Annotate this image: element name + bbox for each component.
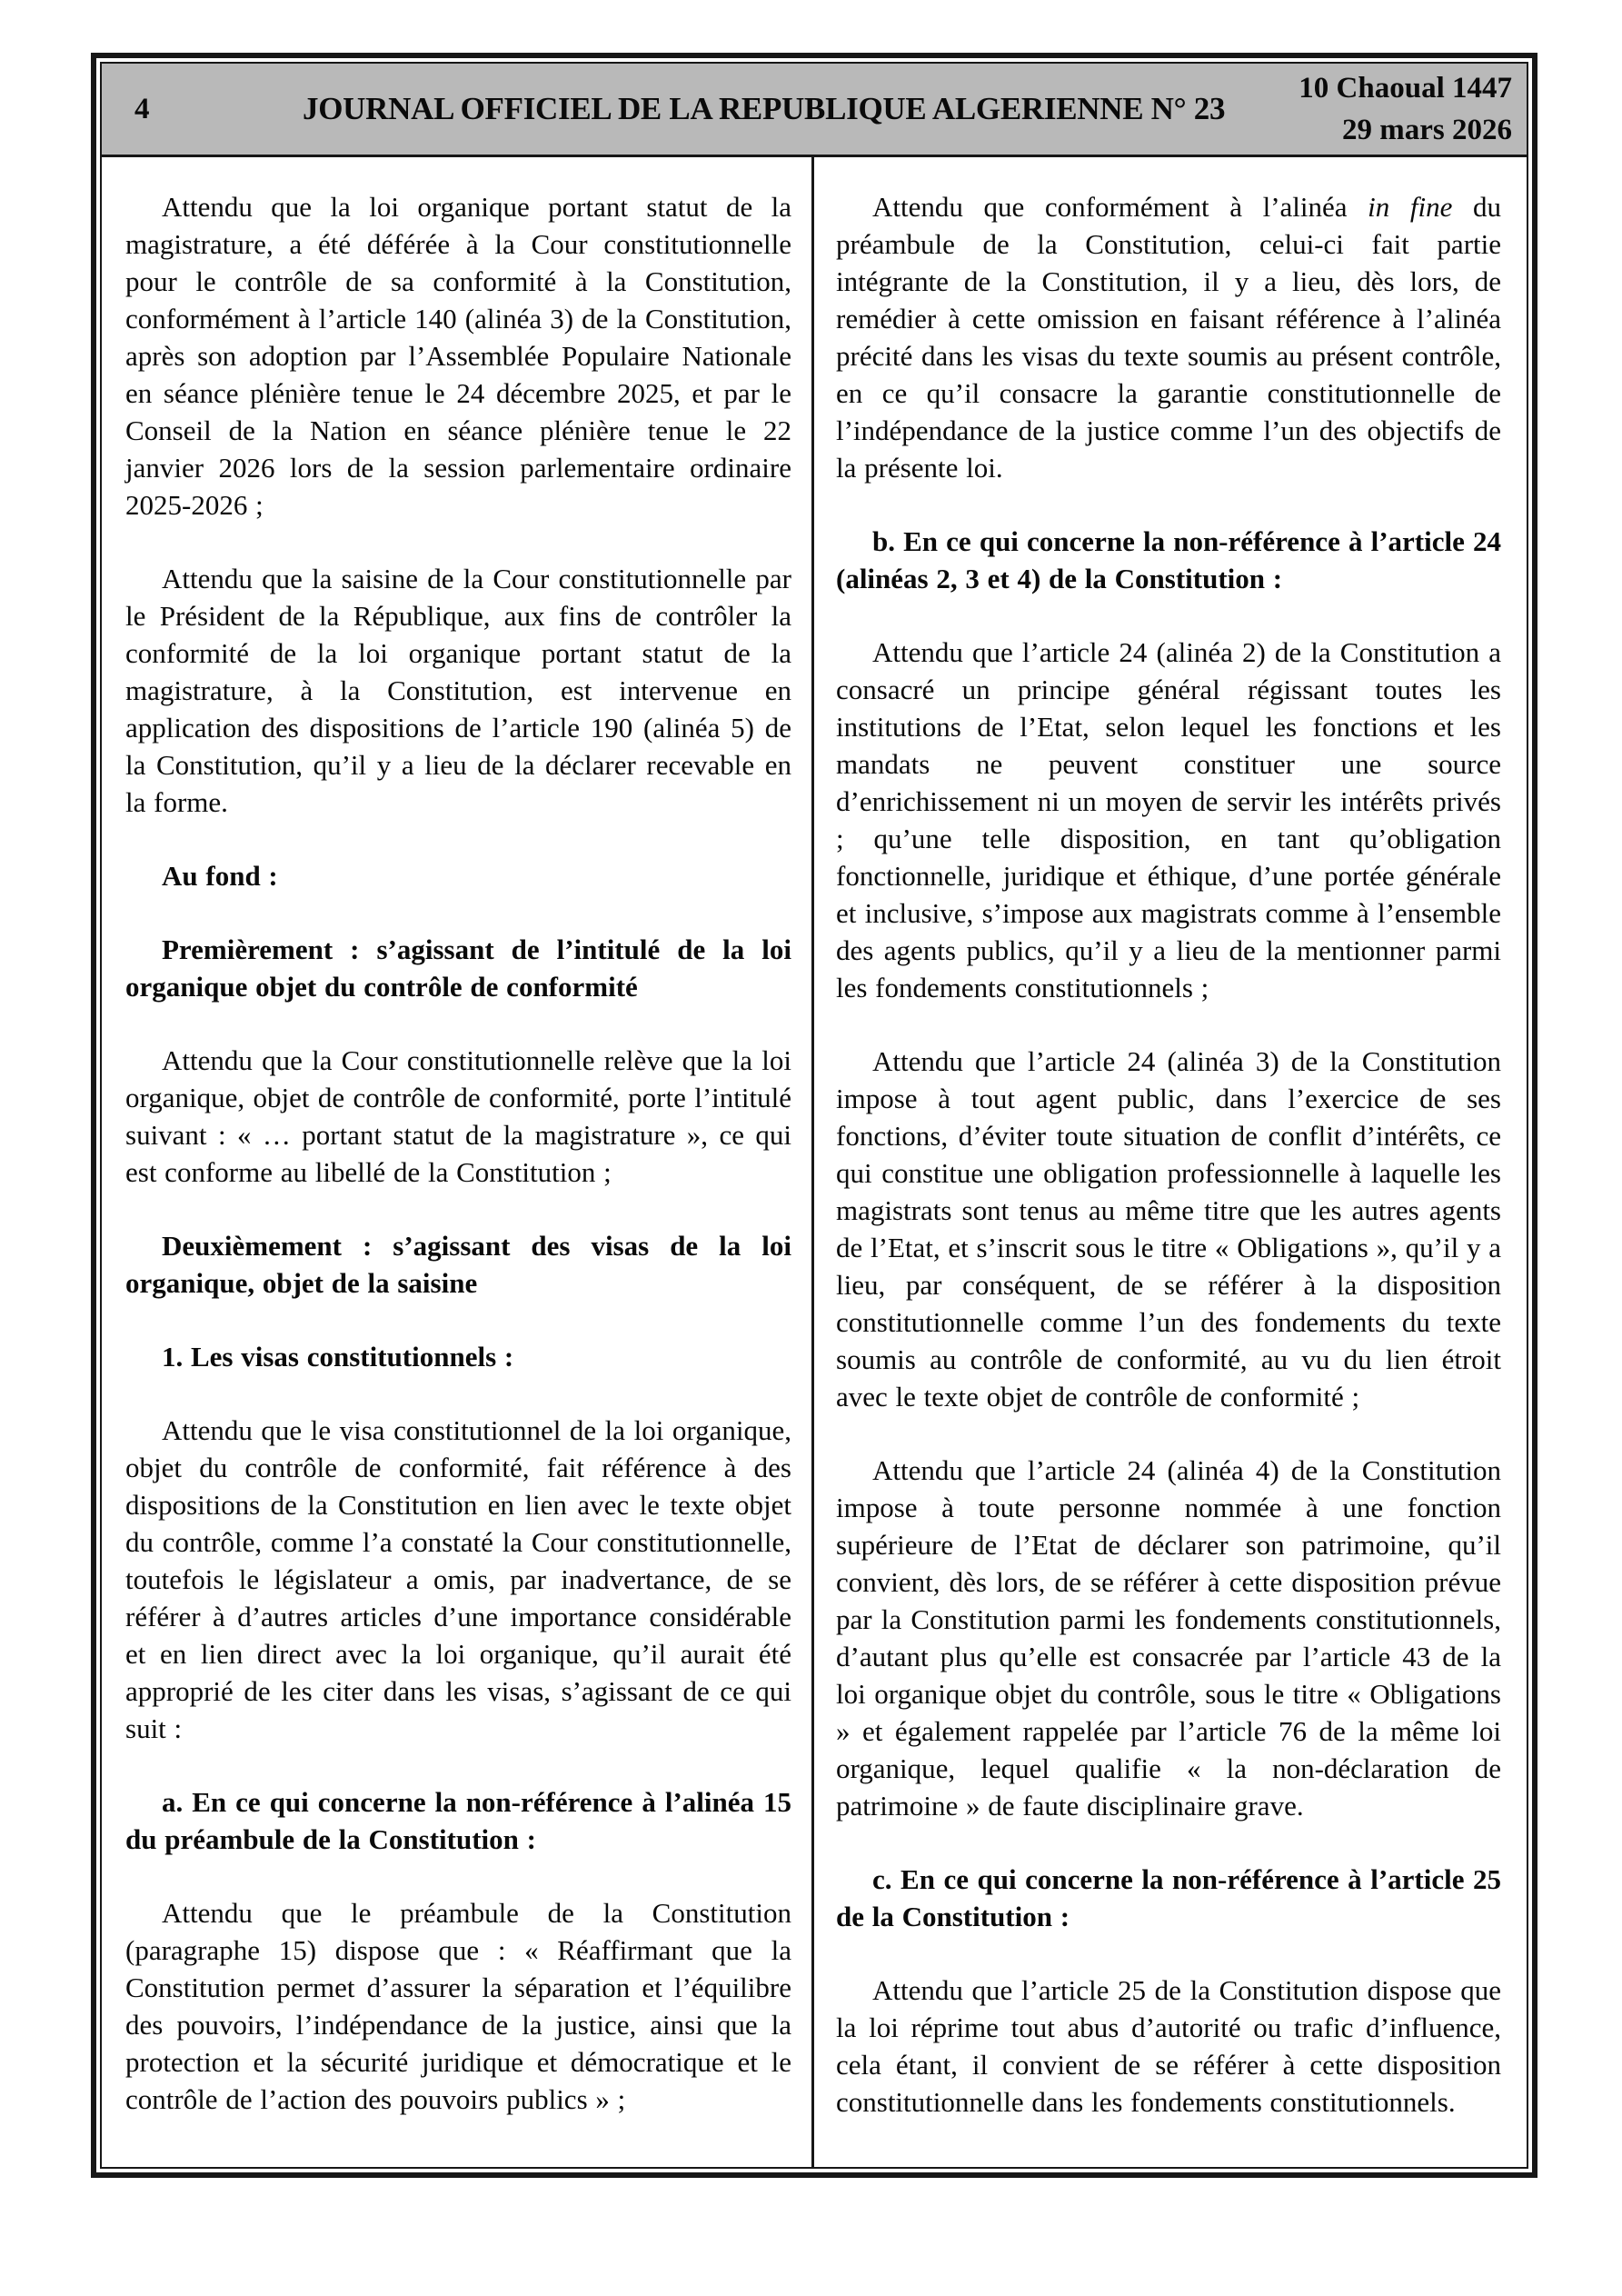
section-heading: a. En ce qui concerne la non-référence à l’alinéa 15 du préambule de la Constitution : <box>125 1786 791 1855</box>
paragraph <box>836 188 1501 486</box>
header-dates <box>1299 64 1527 155</box>
journal-title: JOURNAL OFFICIEL DE LA REPUBLIQUE ALGERIENNE N° 23 <box>303 91 1226 126</box>
text-run: Attendu que conformément à l’alinéa <box>872 191 1368 223</box>
section-heading: Deuxièmement : s’agissant des visas de la loi organique, objet de la saisine <box>125 1230 791 1299</box>
page-frame-inner <box>100 62 1528 2169</box>
paragraph: Attendu que la saisine de la Cour constitutionnelle par le Président de la République, aux fins de contrôler la conformité de la loi organique portant statut de la magistrature, à la Constitution, est intervenue en application des dispositions de l’article 190 (alinéa 5) de la Constitution, qu’il y a lieu de la déclarer recevable en la forme. <box>125 563 791 818</box>
paragraph: Attendu que la loi organique portant statut de la magistrature, a été déférée à la Cour constitutionnelle pour le contrôle de sa conformité à la Constitution, conformément à l’article 140 (alinéa 3) de la Constitution, après son adoption par l’Assemblée Populaire Nationale en séance plénière tenue le 24 décembre 2025, et par le Conseil de la Nation en séance plénière tenue le 22 janvier 2026 lors de la session parlementaire ordinaire 2025-2026 ; <box>125 191 791 521</box>
page-frame <box>91 53 1537 2178</box>
paragraph: Attendu que l’article 24 (alinéa 3) de la Constitution impose à tout agent public, dans l’exercice de ses fonctions, d’éviter toute situation de conflit d’intérêts, ce qui constitue une obligation professionnelle à laquelle les magistrats sont tenus au même titre que les autres agents de l’Etat, et s’inscrit sous le titre « Obligations », qu’il y a lieu, par conséquent, de se référer à la disposition constitutionnelle comme l’un des fondements du texte soumis au contrôle de conformité, au vu du lien étroit avec le texte objet de contrôle de conformité ; <box>836 1045 1501 1413</box>
section-heading: b. En ce qui concerne la non-référence à l’article 24 (alinéas 2, 3 et 4) de la Constitution : <box>836 525 1501 594</box>
page-content <box>102 157 1527 2167</box>
text-run-italic: in fine <box>1368 191 1453 223</box>
left-column <box>102 157 811 2167</box>
date-hijri: 10 Chaoual 1447 <box>1299 71 1512 105</box>
text-run: du préambule de la Constitution, celui-ci fait partie intégrante de la Constitution, il y a lieu, dès lors, de remédier à cette omission en faisant référence à l’alinéa précité dans les visas du texte soumis au présent contrôle, en ce qu’il consacre la garantie constitutionnelle de l’indépendance de la justice comme l’un des objectifs de la présente loi. <box>836 191 1502 484</box>
paragraph: Attendu que la Cour constitutionnelle relève que la loi organique, objet de contrôle de conformité, porte l’intitulé suivant : « … portant statut de la magistrature », ce qui est conforme au libellé de la Constitution ; <box>125 1044 791 1188</box>
journal-header <box>102 64 1527 157</box>
date-gregorian: 29 mars 2026 <box>1342 114 1512 147</box>
right-column <box>811 157 1527 2167</box>
section-heading: Premièrement : s’agissant de l’intitulé de la loi organique objet du contrôle de conformité <box>125 933 791 1003</box>
page-number: 4 <box>134 92 150 125</box>
paragraph: Attendu que le préambule de la Constitution (paragraphe 15) dispose que : « Réaffirmant que la Constitution permet d’assurer la séparation et l’équilibre des pouvoirs, l’indépendance de la justice, ainsi que la protection et la sécurité juridique et démocratique et le contrôle de l’action des pouvoirs publics » ; <box>125 1897 791 2115</box>
paragraph: Attendu que l’article 24 (alinéa 4) de la Constitution impose à toute personne nommée à une fonction supérieure de l’Etat de déclarer son patrimoine, qu’il convient, dès lors, de se référer à cette disposition prévue par la Constitution parmi les fondements constitutionnels, d’autant plus qu’elle est consacrée par l’article 43 de la loi organique objet du contrôle, sous le titre « Obligations » et également rappelée par l’article 76 de la même loi organique, lequel qualifie « la non-déclaration de patrimoine » de faute disciplinaire grave. <box>836 1454 1501 1822</box>
paragraph: Attendu que l’article 24 (alinéa 2) de la Constitution a consacré un principe général régissant toutes les institutions de l’Etat, selon lequel les fonctions et les mandats ne peuvent constituer une source d’enrichissement ni un moyen de servir les intérêts privés ; qu’une telle disposition, en tant qu’obligation fonctionnelle, juridique et éthique, d’une portée générale et inclusive, s’impose aux magistrats comme à l’ensemble des agents publics, qu’il y a lieu de la mentionner parmi les fondements constitutionnels ; <box>836 636 1501 1003</box>
section-heading: 1. Les visas constitutionnels : <box>162 1341 514 1373</box>
paragraph: Attendu que le visa constitutionnel de la loi organique, objet du contrôle de conformité, fait référence à des dispositions de la Constitution en lien avec le texte objet du contrôle, comme l’a constaté la Cour constitutionnelle, toutefois le législateur a omis, par inadvertance, de se référer à d’autres articles d’une importance considérable et en lien direct avec la loi organique, qu’il aurait été approprié de les citer dans les visas, s’agissant de ce qui suit : <box>125 1414 791 1744</box>
paragraph: Attendu que l’article 25 de la Constitution dispose que la loi réprime tout abus d’autorité ou trafic d’influence, cela étant, il convient de se référer à cette disposition constitutionnelle dans les fondements constitutionnels. <box>836 1974 1501 2118</box>
section-heading: c. En ce qui concerne la non-référence à l’article 25 de la Constitution : <box>836 1863 1501 1932</box>
section-heading: Au fond : <box>162 860 278 892</box>
